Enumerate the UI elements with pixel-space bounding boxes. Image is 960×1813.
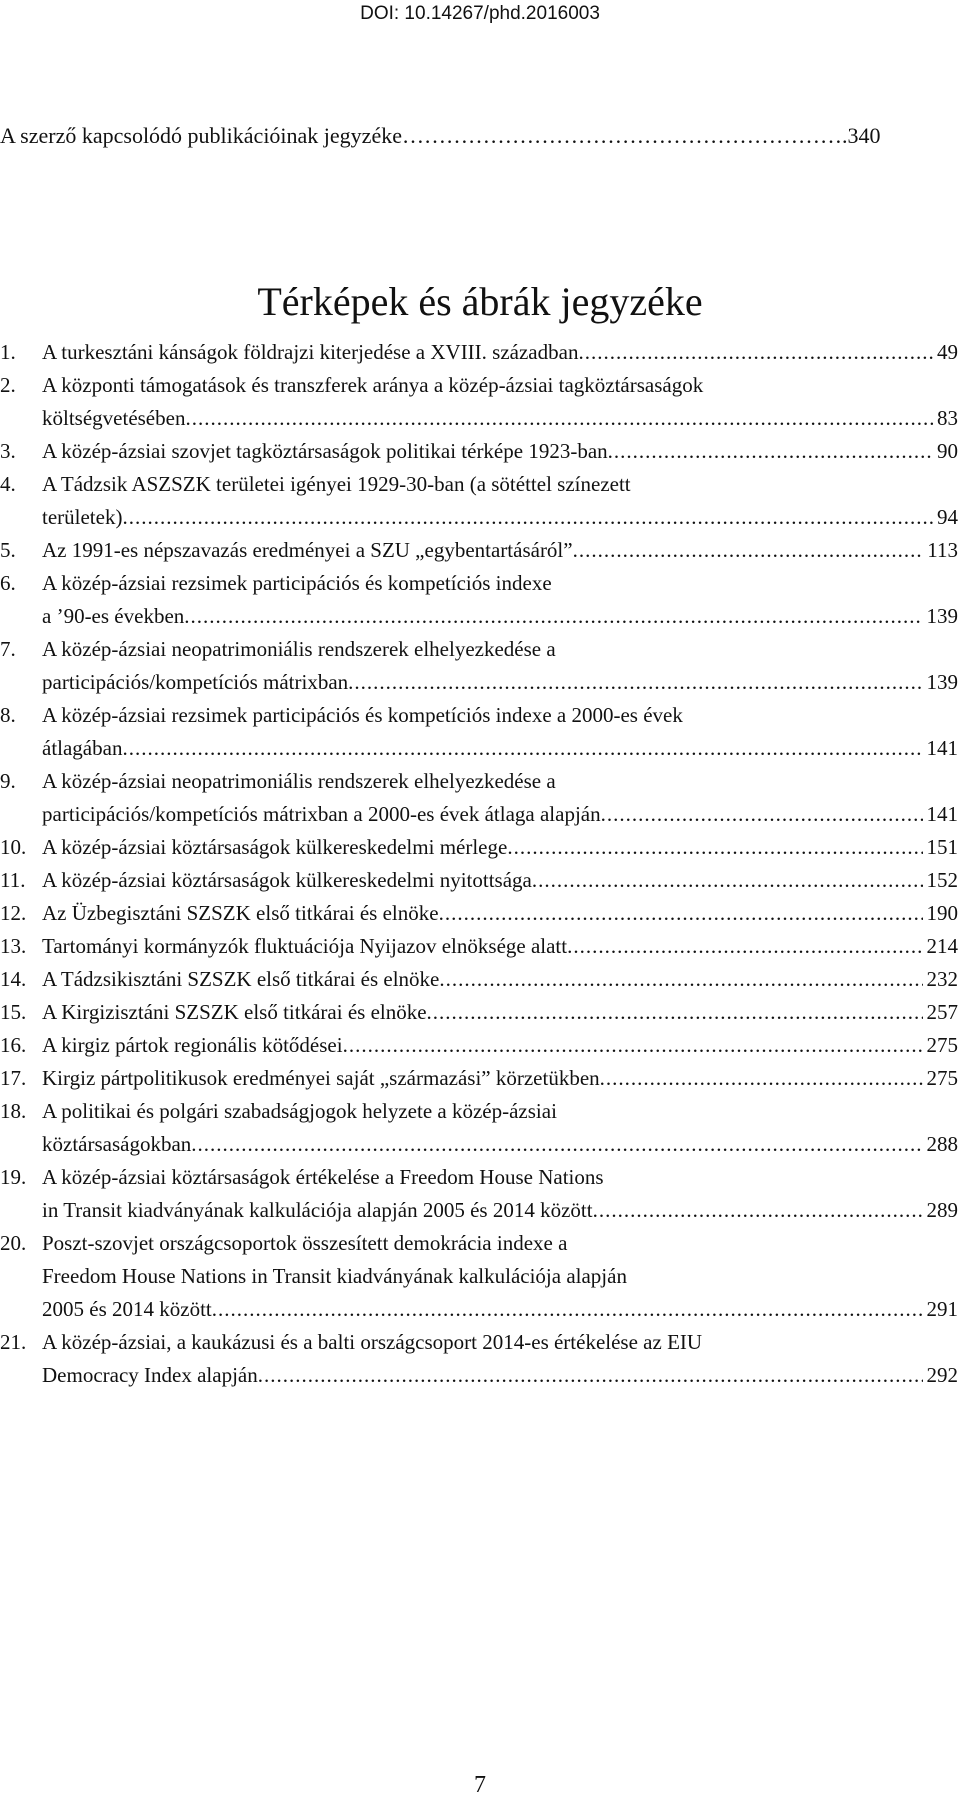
toc-entry-number: 4. — [0, 472, 16, 496]
toc-entry-title-line: A Tádzsik ASZSZK területei igényei 1929-30-ban (a sötéttel színezett — [42, 472, 631, 496]
dot-leader — [593, 1194, 923, 1227]
toc-entry-title-line: 2005 és 2014 között — [42, 1297, 212, 1321]
dot-leader — [573, 534, 924, 567]
dot-leader — [439, 897, 923, 930]
toc-entry-number: 11. — [0, 868, 26, 892]
toc-entry-number: 20. — [0, 1231, 27, 1255]
toc-entry-number: 12. — [0, 901, 27, 925]
toc-entry-page: 141 — [926, 802, 958, 826]
dot-leader — [122, 732, 922, 765]
toc-entry-number: 15. — [0, 1000, 27, 1024]
page-number: 7 — [474, 1772, 486, 1798]
toc-entry-number: 19. — [0, 1165, 27, 1189]
dot-leader — [343, 1029, 923, 1062]
toc-entry-page: 275 — [926, 1066, 958, 1090]
toc-entry-number: 18. — [0, 1099, 27, 1123]
toc-entry-page: 94 — [937, 505, 958, 529]
toc-entry-title-line: a ’90-es években — [42, 604, 185, 628]
toc-entry-title-line: Kirgiz pártpolitikusok eredményei saját „származási” körzetükben — [42, 1066, 600, 1090]
toc-entry-number: 17. — [0, 1066, 27, 1090]
toc-entry-page: 232 — [926, 967, 958, 991]
toc-entry — [0, 897, 958, 930]
toc-entry-page: 288 — [926, 1132, 958, 1156]
toc-entry-number: 14. — [0, 967, 27, 991]
toc-entry — [0, 468, 958, 534]
dot-leader — [191, 1128, 922, 1161]
toc-entry-title-line: in Transit kiadványának kalkulációja alapján 2005 és 2014 között — [42, 1198, 593, 1222]
dot-leader — [608, 435, 933, 468]
toc-entry-title-line: Az Üzbegisztáni SZSZK első titkárai és elnöke — [42, 901, 439, 925]
toc-entry-page: 49 — [937, 340, 958, 364]
toc-entry-page: 292 — [926, 1363, 958, 1387]
toc-entry-title-line: Democracy Index alapján — [42, 1363, 258, 1387]
dot-leader — [348, 666, 922, 699]
toc-entry-title-line: területek) — [42, 505, 123, 529]
toc-entry — [0, 534, 958, 567]
dot-leader — [185, 402, 933, 435]
toc-entry-page: 113 — [927, 538, 958, 562]
toc-entry — [0, 633, 958, 699]
toc-entry-title-line: A politikai és polgári szabadságjogok helyzete a közép-ázsiai — [42, 1099, 557, 1123]
toc-entry-number: 5. — [0, 538, 16, 562]
toc-entry-title-line: A közép-ázsiai neopatrimoniális rendszerek elhelyezkedése a — [42, 769, 556, 793]
dot-leader — [578, 336, 933, 369]
toc-entry-title-line: participációs/kompetíciós mátrixban — [42, 670, 349, 694]
toc-entry-number: 3. — [0, 439, 16, 463]
dot-leader — [258, 1359, 923, 1392]
dot-leader — [600, 1062, 923, 1095]
toc-entry — [0, 1062, 958, 1095]
dot-leader — [439, 963, 922, 996]
toc-entry-title-line: A közép-ázsiai, a kaukázusi és a balti országcsoport 2014-es értékelése az EIU — [42, 1330, 703, 1354]
toc-entry — [0, 1029, 958, 1062]
toc-entry-title-line: A közép-ázsiai rezsimek participációs és kompetíciós indexe a 2000-es évek — [42, 703, 683, 727]
toc-entry-title-line: A közép-ázsiai köztársaságok külkereskedelmi nyitottsága — [42, 868, 532, 892]
toc-entry-number: 10. — [0, 835, 27, 859]
toc-entry-title-line: A Tádzsikisztáni SZSZK első titkárai és elnöke — [42, 967, 440, 991]
toc-entry-page: 275 — [926, 1033, 958, 1057]
toc-entry-title-line: A központi támogatások és transzferek aránya a közép-ázsiai tagköztársaságok — [42, 373, 704, 397]
toc-entry — [0, 699, 958, 765]
toc-entry-title-line: Freedom House Nations in Transit kiadványának kalkulációja alapján — [42, 1264, 627, 1288]
toc-entry-number: 9. — [0, 769, 16, 793]
toc-entry-title-line: A kirgiz pártok regionális kötődései — [42, 1033, 343, 1057]
toc-entry-title-line: Poszt-szovjet országcsoportok összesített demokrácia indexe a — [42, 1231, 568, 1255]
toc-entry — [0, 864, 958, 897]
toc-entry — [0, 831, 958, 864]
toc-entry — [0, 930, 958, 963]
toc-entry-number: 21. — [0, 1330, 27, 1354]
toc-entry — [0, 996, 958, 1029]
toc-entry-title-line: A közép-ázsiai neopatrimoniális rendszerek elhelyezkedése a — [42, 637, 556, 661]
toc-entry-number: 1. — [0, 340, 16, 364]
toc-entry-page: 291 — [926, 1297, 958, 1321]
toc-entry — [0, 963, 958, 996]
toc-entry — [0, 435, 958, 468]
toc-entry-title-line: participációs/kompetíciós mátrixban a 2000-es évek átlaga alapján — [42, 802, 601, 826]
toc-entry — [0, 1095, 958, 1161]
toc-entry-number: 8. — [0, 703, 16, 727]
toc-entry-title-line: költségvetésében — [42, 406, 186, 430]
dot-leader — [507, 831, 922, 864]
toc-entry-number: 2. — [0, 373, 16, 397]
toc-entry-page: 139 — [926, 670, 958, 694]
toc-entry-title-line: köztársaságokban — [42, 1132, 192, 1156]
toc-entry-page: 83 — [937, 406, 958, 430]
toc-entry-page: 152 — [926, 868, 958, 892]
figures-list — [0, 336, 958, 1392]
toc-entry-title-line: A közép-ázsiai köztársaságok külkereskedelmi mérlege — [42, 835, 508, 859]
toc-entry — [0, 567, 958, 633]
toc-entry — [0, 1227, 958, 1326]
toc-entry-page: 257 — [926, 1000, 958, 1024]
toc-entry — [0, 765, 958, 831]
toc-entry-page: 151 — [926, 835, 958, 859]
toc-entry — [0, 336, 958, 369]
toc-entry-number: 13. — [0, 934, 27, 958]
toc-entry-title-line: Tartományi kormányzók fluktuációja Nyijazov elnöksége alatt — [42, 934, 568, 958]
dot-leader — [427, 996, 923, 1029]
toc-entry-title-line: A turkesztáni kánságok földrajzi kiterjedése a XVIII. században — [42, 340, 579, 364]
toc-entry — [0, 1161, 958, 1227]
toc-entry-title-line: A közép-ázsiai köztársaságok értékelése a Freedom House Nations — [42, 1165, 604, 1189]
dot-leader — [122, 501, 933, 534]
page-title: Térképek és ábrák jegyzéke — [257, 279, 703, 324]
toc-entry-title-line: átlagában — [42, 736, 123, 760]
publications-list-line: A szerző kapcsolódó publikációinak jegyzéke…………………………………………………….340 — [0, 123, 881, 148]
toc-entry-page: 141 — [926, 736, 958, 760]
toc-entry — [0, 1326, 958, 1392]
dot-leader — [184, 600, 922, 633]
toc-entry-title-line: Az 1991-es népszavazás eredményei a SZU „egybentartásáról” — [42, 538, 573, 562]
toc-entry-page: 214 — [926, 934, 958, 958]
dot-leader — [567, 930, 922, 963]
toc-entry-number: 7. — [0, 637, 16, 661]
toc-entry-number: 6. — [0, 571, 16, 595]
doi-header: DOI: 10.14267/phd.2016003 — [360, 3, 600, 24]
dot-leader — [212, 1293, 923, 1326]
toc-entry-page: 90 — [937, 439, 958, 463]
toc-entry — [0, 369, 958, 435]
toc-entry-page: 190 — [926, 901, 958, 925]
toc-entry-number: 16. — [0, 1033, 27, 1057]
toc-entry-title-line: A Kirgizisztáni SZSZK első titkárai és elnöke — [42, 1000, 427, 1024]
toc-entry-title-line: A közép-ázsiai rezsimek participációs és kompetíciós indexe — [42, 571, 552, 595]
toc-entry-page: 139 — [926, 604, 958, 628]
toc-entry-title-line: A közép-ázsiai szovjet tagköztársaságok politikai térképe 1923-ban — [42, 439, 608, 463]
dot-leader — [532, 864, 923, 897]
toc-entry-page: 289 — [926, 1198, 958, 1222]
dot-leader — [601, 798, 923, 831]
